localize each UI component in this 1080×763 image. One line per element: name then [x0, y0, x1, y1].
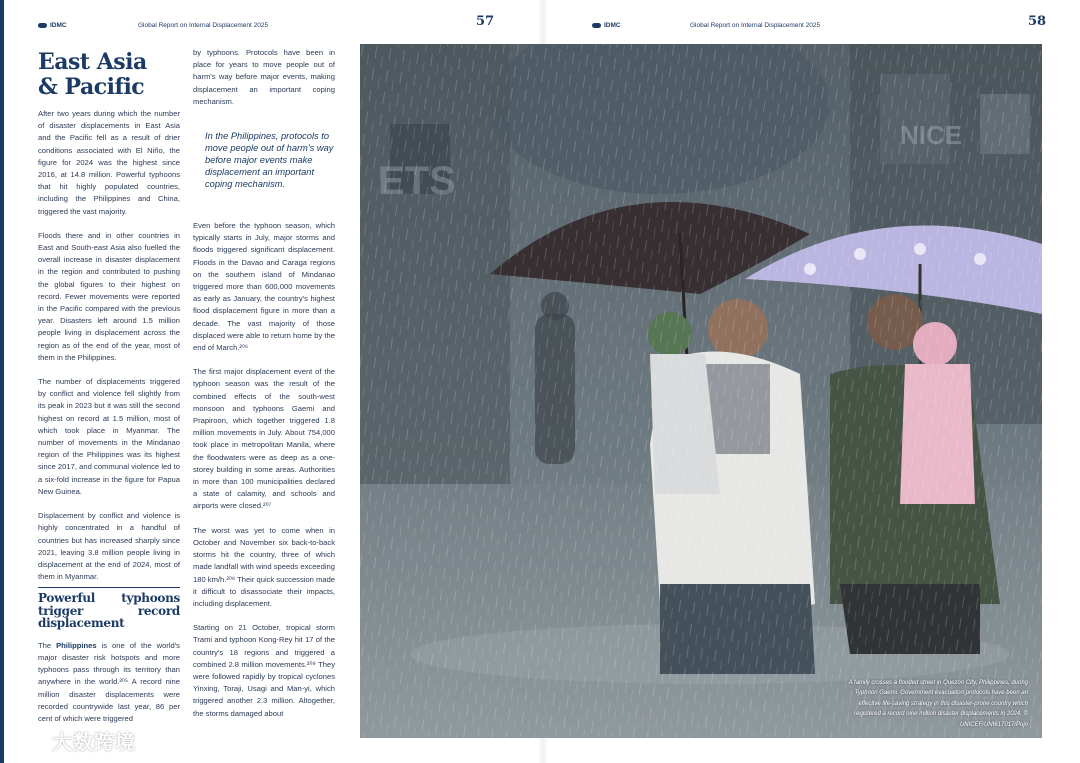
paragraph: Displacement by conflict and violence is highly concentrated in a handful of countries but has increased sharply since 2021, leaving 3.8 million people living in displacement at the end of 2024, most of them in Myanmar.	[38, 511, 180, 582]
idmc-logo-icon	[592, 23, 601, 28]
pull-quote: In the Philippines, protocols to move people out of harm's way before major events make displacement an important coping mechanism.	[205, 131, 334, 190]
article-column-2	[193, 47, 335, 738]
paragraph: After two years during which the number of disaster displacements in East Asia and the Pacific fell as a result of drier conditions associated with El Niño, the figure for 2024 was the highest since 2016, at 14.8 million. Powerful typhoons that hit highly populated countries, including the Philippines and China, triggered the vast majority.	[38, 109, 180, 216]
article-title: East Asia & Pacific	[38, 50, 147, 100]
watermark-logo-icon	[8, 728, 48, 754]
left-header-report-title: Global Report on Internal Displacement 2025	[138, 21, 269, 29]
article-column-1	[38, 50, 180, 738]
section-subheading: Powerful typhoons trigger record displacement	[38, 587, 180, 630]
right-page-number: 58	[1028, 14, 1047, 29]
paragraph: Floods there and in other countries in East and South-east Asia also fuelled the overall increase in disaster displacement in the region and contributed to pushing the global figures to their highest on record. Fewer movements were reported in the Pacific compared with the previous year. Disasters left around 1.5 million people living in displacement across the region as of the end of the year, most of them in the Philippines.	[38, 230, 180, 362]
right-header-report-title: Global Report on Internal Displacement 2025	[690, 21, 821, 29]
paragraph: The first major displacement event of the typhoon season was the result of the combined effects of the south-west monsoon and typhoons Gaemi and Prapiroon, which together triggered 1.8 million movements in July. About 754,000 took place in metropolitan Manila, where the floodwaters were as deep as a one-storey building in some areas. Authorities in more than 100 municipalities declared a state of calamity, and schools and airports were closed.²⁰⁷	[193, 367, 335, 511]
paragraph: by typhoons. Protocols have been in place for years to move people out of harm's way before major events, making displacement an important coping mechanism.	[193, 48, 335, 106]
idmc-logo-icon	[38, 23, 47, 28]
paragraph: The worst was yet to come when in October and November six back-to-back storms hit the country, three of which made landfall with wind speeds exceeding 180 km/h.²⁰⁸ Their quick succession made it difficult to disassociate their impacts, including displacement.	[193, 525, 335, 608]
paragraph: Starting on 21 October, tropical storm Trami and typhoon Kong-Rey hit 17 of the country's 18 regions and triggered a combined 2.8 million movements.²⁰⁹ They were followed rapidly by tropical cyclones Yinxing, Toraji, Usagi and Man-yi, which triggered another 2.3 million. Altogether, the storms damaged about	[193, 623, 335, 718]
left-page-number: 57	[476, 14, 495, 29]
watermark: 大数跨境	[8, 726, 136, 755]
photo-caption: A family crosses a flooded street in Quezon City, Philippines, during Typhoon Gaemi. Government evacuation protocols have been an effective life-saving strategy in this disaster-prone country which registered a record nine million disaster displacements in 2024. © UNICEF/UNI617017/Pojo	[848, 679, 1028, 728]
paragraph: The number of displacements triggered by conflict and violence fell slightly from its peak in 2023 but it was still the second highest on record at 1.5 million, most of which took place in Myanmar. The number of movements in the Mindanao region of the Philippines was its highest since 2017, and communal violence led to a six-fold increase in the figure for Papua New Guinea.	[38, 377, 180, 496]
right-header-org: IDMC	[592, 18, 621, 32]
page-edge-strip	[0, 0, 4, 763]
left-header-org: IDMC	[38, 18, 67, 32]
paragraph: The Philippines is one of the world's major disaster risk hotspots and more typhoons pass through its territory than anywhere in the world.²⁰⁵ A record nine million disaster displacements were recorded countrywide last year, 86 per cent of which were triggered	[38, 640, 180, 724]
flood-scene-illustration	[360, 44, 1042, 738]
feature-photo	[360, 44, 1042, 738]
paragraph: Even before the typhoon season, which typically starts in July, major storms and floods triggered significant displacement. Floods in the Davao and Caraga regions on the southern island of Mindanao triggered more than 600,000 movements as early as January, the country's highest flood displacement figure in more than a decade. The vast majority of those displaced were able to return home by the end of March.²⁰⁶	[193, 221, 335, 353]
